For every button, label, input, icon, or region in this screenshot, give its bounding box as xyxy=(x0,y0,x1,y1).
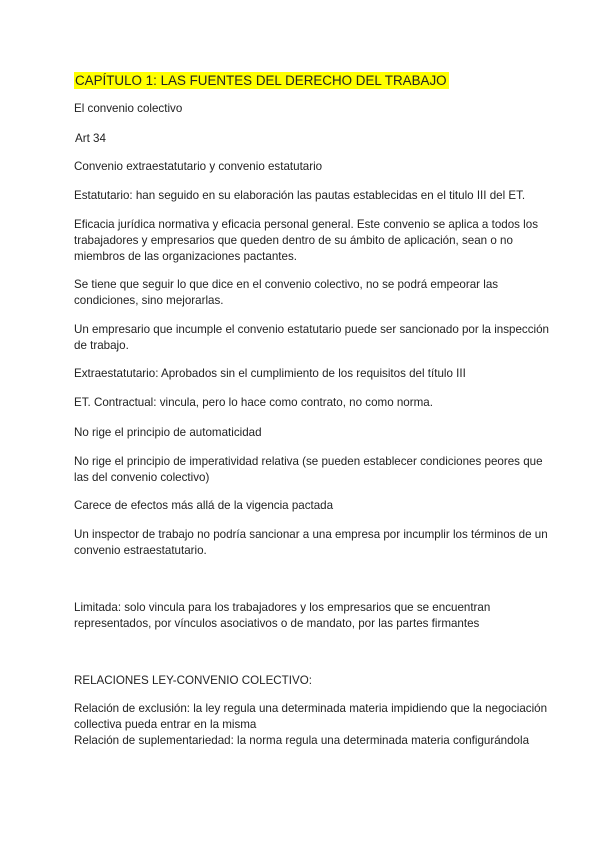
text-line: Extraestatutario: Aprobados sin el cumplimiento de los requisitos del título III xyxy=(74,367,466,380)
text-line: Convenio extraestatutario y convenio estatutario xyxy=(74,160,323,173)
text-line: representados, por vínculos asociativos o de mandato, por las partes firmantes xyxy=(74,617,480,630)
text-line: Eficacia jurídica normativa y eficacia personal general. Este convenio se aplica a todos los xyxy=(74,218,538,231)
text-line: Relación de exclusión: la ley regula una determinada materia impidiendo que la negociación xyxy=(74,702,548,715)
text-line: Estatutario: han seguido en su elaboración las pautas establecidas en el titulo III del ET. xyxy=(74,189,526,202)
text-line: Relación de suplementariedad: la norma regula una determinada materia configurándola xyxy=(74,734,530,747)
text-line: trabajadores y empresarios que queden dentro de su ámbito de aplicación, sean o no xyxy=(74,234,513,247)
text-line: Se tiene que seguir lo que dice en el convenio colectivo, no se podrá empeorar las xyxy=(74,278,499,291)
text-line: las del convenio colectivo) xyxy=(74,471,210,484)
text-line: Art 34 xyxy=(75,132,106,145)
text-line: collectiva pueda entrar en la misma xyxy=(74,718,257,731)
text-line: ET. Contractual: vincula, pero lo hace como contrato, no como norma. xyxy=(74,396,433,409)
text-line: miembros de las organizaciones pactantes. xyxy=(74,250,297,263)
text-line: Un empresario que incumple el convenio estatutario puede ser sancionado por la inspección xyxy=(74,323,549,336)
text-line: No rige el principio de automaticidad xyxy=(74,426,262,439)
chapter-title: CAPÍTULO 1: LAS FUENTES DEL DERECHO DEL TRABAJO xyxy=(75,73,447,88)
text-line: El convenio colectivo xyxy=(74,102,183,115)
text-line: convenio estraestatutario. xyxy=(74,544,207,557)
section-heading: RELACIONES LEY-CONVENIO COLECTIVO: xyxy=(74,674,312,687)
text-line: de trabajo. xyxy=(74,339,129,352)
text-line: Un inspector de trabajo no podría sancionar a una empresa por incumplir los términos de un xyxy=(74,528,548,541)
text-line: Carece de efectos más allá de la vigencia pactada xyxy=(74,499,334,512)
text-line: Limitada: solo vincula para los trabajadores y los empresarios que se encuentran xyxy=(74,601,491,614)
text-line: No rige el principio de imperatividad relativa (se pueden establecer condiciones peores que xyxy=(74,455,543,468)
text-line: condiciones, sino mejorarlas. xyxy=(74,294,224,307)
